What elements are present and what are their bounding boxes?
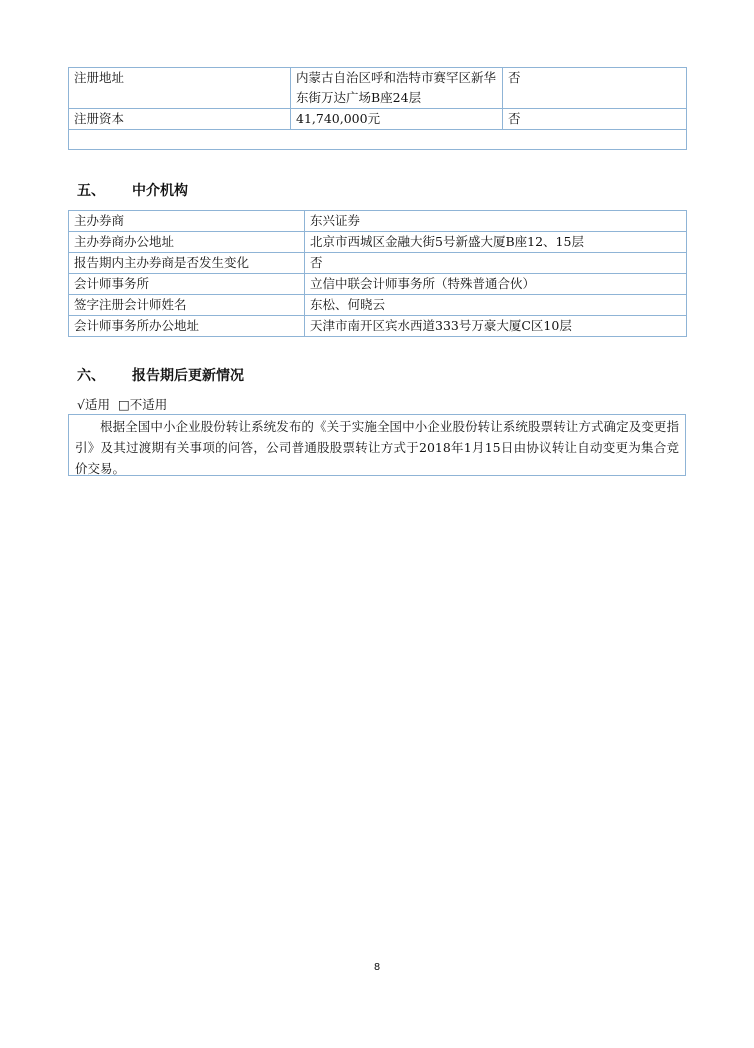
table-row (69, 232, 687, 253)
empty-cell (69, 130, 687, 150)
registered-capital-label: 注册资本 (69, 109, 291, 130)
not-applicable-checkbox[interactable]: □不适用 (117, 397, 168, 412)
registered-address-label: 注册地址 (69, 68, 291, 109)
accounting-firm-address-label: 会计师事务所办公地址 (69, 316, 305, 337)
table-row-empty (69, 130, 687, 150)
page-number: 8 (373, 962, 381, 973)
table-row (69, 211, 687, 232)
registered-address-value: 内蒙古自治区呼和浩特市赛罕区新华东街万达广场B座24层 (291, 68, 503, 109)
applicability-options (77, 396, 167, 414)
table-row (69, 253, 687, 274)
signing-accountants-label: 签字注册会计师姓名 (69, 295, 305, 316)
sponsor-broker-label: 主办券商 (69, 211, 305, 232)
applicable-checkbox[interactable]: √适用 (77, 397, 110, 412)
table-row (69, 295, 687, 316)
sponsor-address-label: 主办券商办公地址 (69, 232, 305, 253)
post-period-update-text: 根据全国中小企业股份转让系统发布的《关于实施全国中小企业股份转让系统股票转让方式确定及变更指引》及其过渡期有关事项的问答，公司普通股股票转让方式于2018年1月15日由协议转让自动变更为集合竞价交易。 (68, 414, 686, 476)
sponsor-broker-value: 东兴证券 (305, 211, 687, 232)
table-row (69, 316, 687, 337)
accounting-firm-value: 立信中联会计师事务所（特殊普通合伙） (305, 274, 687, 295)
section5-number: 五、 (77, 183, 105, 199)
signing-accountants-value: 东松、何晓云 (305, 295, 687, 316)
section5-heading (77, 181, 188, 201)
section6-heading (77, 366, 244, 386)
accounting-firm-label: 会计师事务所 (69, 274, 305, 295)
registered-capital-changed: 否 (503, 109, 687, 130)
table-row (69, 68, 687, 109)
sponsor-changed-label: 报告期内主办券商是否发生变化 (69, 253, 305, 274)
registered-address-changed: 否 (503, 68, 687, 109)
accounting-firm-address-value: 天津市南开区宾水西道333号万豪大厦C区10层 (305, 316, 687, 337)
registration-table (68, 67, 687, 150)
section6-title: 报告期后更新情况 (132, 368, 244, 384)
table-row (69, 274, 687, 295)
table-row (69, 109, 687, 130)
section5-title: 中介机构 (132, 183, 188, 199)
sponsor-address-value: 北京市西城区金融大街5号新盛大厦B座12、15层 (305, 232, 687, 253)
sponsor-changed-value: 否 (305, 253, 687, 274)
registered-capital-value: 41,740,000元 (291, 109, 503, 130)
section6-number: 六、 (77, 368, 105, 384)
intermediary-table (68, 210, 687, 337)
